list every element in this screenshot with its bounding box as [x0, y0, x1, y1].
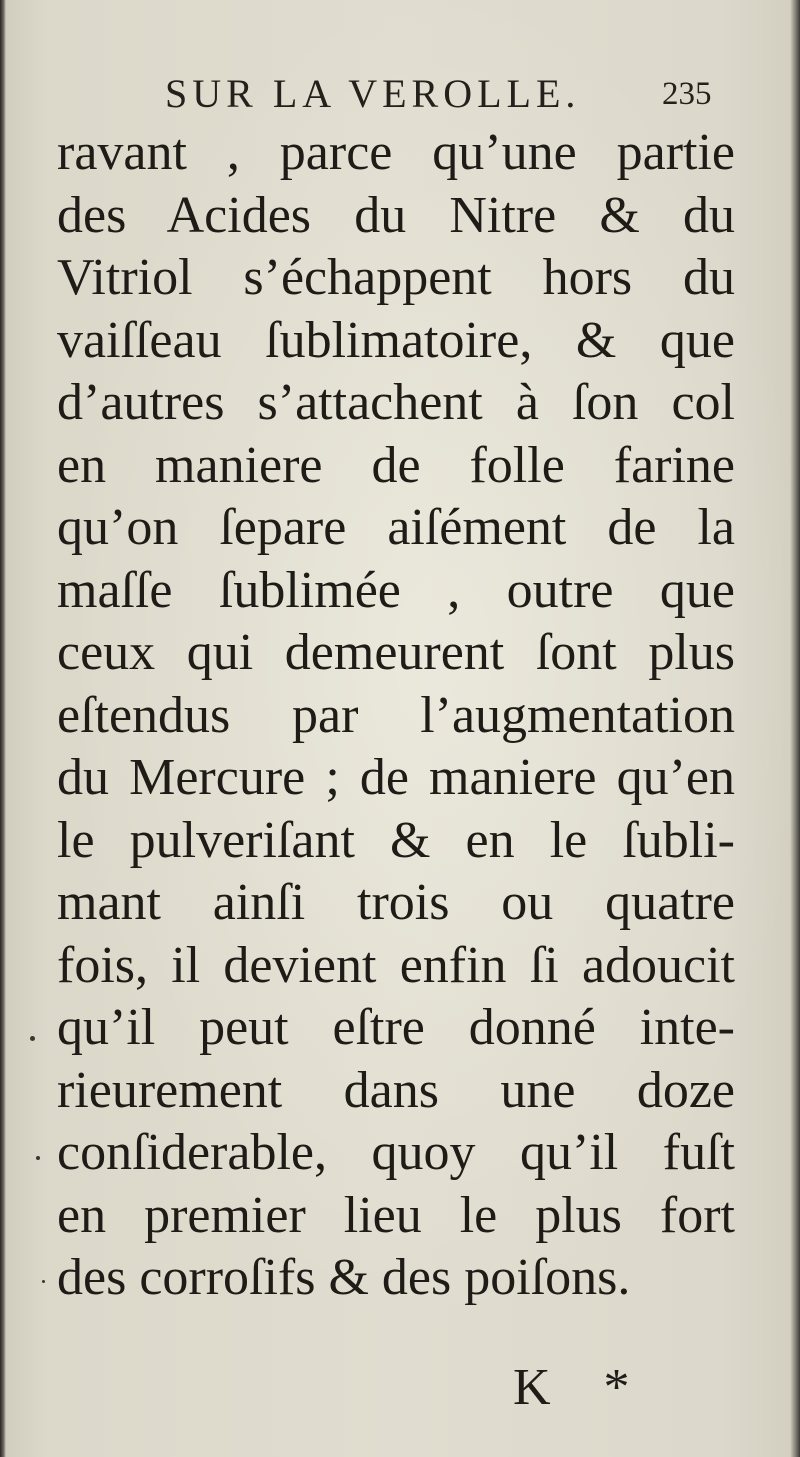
text-line: ceux qui demeurent ſont plus: [57, 624, 735, 681]
text-line: fois, il devient enfin ſi adoucit: [57, 936, 735, 994]
margin-speck: [36, 1156, 40, 1160]
text-line: conſiderable, quoy qu’il fuſt: [57, 1124, 735, 1181]
body-text: [57, 122, 735, 1310]
running-head: SUR LA VEROLLE.: [165, 71, 581, 116]
text-line-last: des corroſifs & des poiſons.: [57, 1249, 631, 1306]
text-line: Vitriol s’échappent hors du: [57, 249, 735, 306]
text-line: ravant , parce qu’une partie: [57, 124, 735, 181]
text-line: d’autres s’attachent à ſon col: [57, 374, 735, 431]
text-line: vaiſſeau ſublimatoire, & que: [57, 311, 735, 369]
text-line: le pulveriſant & en le ſubli-: [57, 811, 735, 869]
text-line: qu’on ſepare aiſément de la: [57, 499, 735, 556]
page-edge-shadow: [790, 0, 800, 1457]
text-line: qu’il peut eſtre donné inte-: [57, 999, 735, 1056]
margin-speck: [30, 1036, 35, 1041]
text-line: des Acides du Nitre & du: [57, 186, 735, 244]
signature-mark: K *: [513, 1359, 650, 1416]
margin-speck: [42, 1280, 45, 1283]
text-line: en maniere de folle farine: [57, 436, 735, 494]
text-line: en premier lieu le plus fort: [57, 1186, 735, 1244]
text-line: maſſe ſublimée , outre que: [57, 561, 735, 619]
page-binding-shadow: [0, 0, 6, 1457]
text-line: mant ainſi trois ou quatre: [57, 874, 735, 931]
page-number: 235: [662, 76, 712, 112]
text-line: eſtendus par l’augmentation: [57, 686, 735, 744]
text-line: rieurement dans une doze: [57, 1061, 735, 1119]
text-line: du Mercure ; de maniere qu’en: [57, 749, 735, 806]
